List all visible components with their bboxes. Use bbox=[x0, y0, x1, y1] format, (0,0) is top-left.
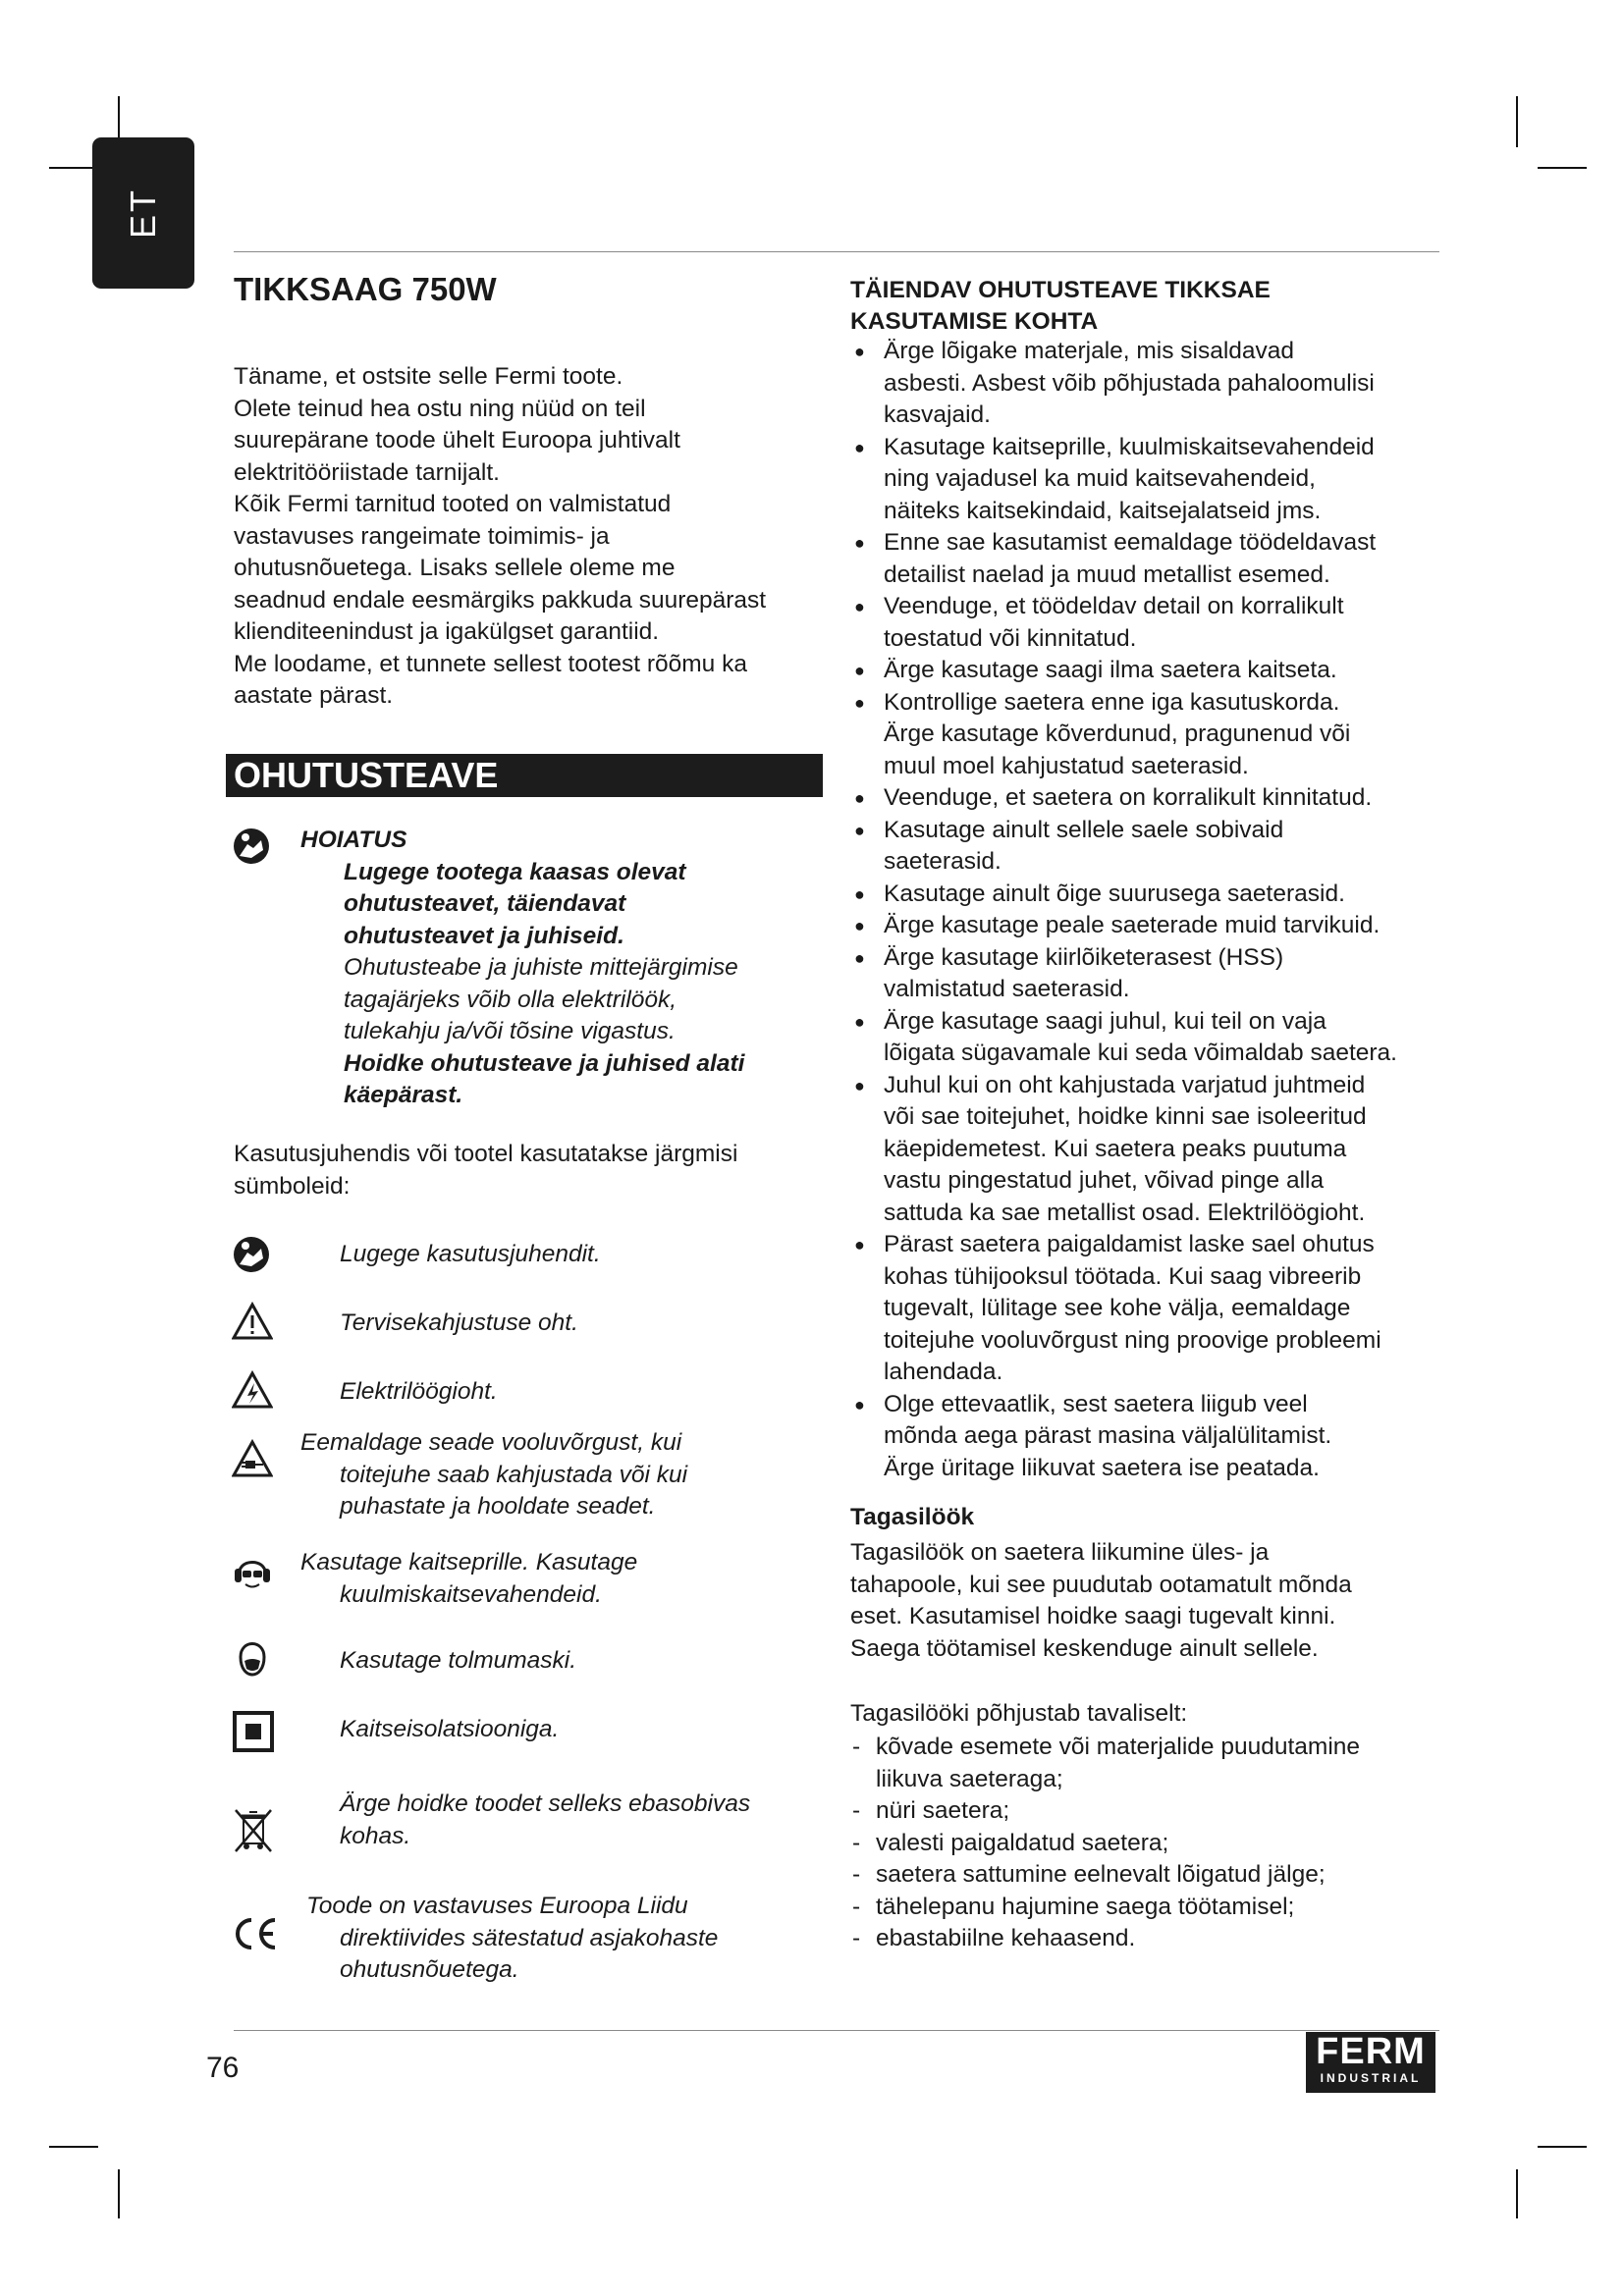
bullet-line: kasvajaid. bbox=[884, 401, 991, 428]
safety-bullet-list bbox=[850, 336, 1449, 1484]
bullet-line: ● Ärge kasutage kiirlõiketerasest (HSS) bbox=[884, 943, 1284, 971]
symbol-text bbox=[340, 1376, 498, 1409]
manual-icon bbox=[232, 827, 271, 866]
bullet-line: ● Veenduge, et töödeldav detail on korralikult bbox=[884, 593, 1344, 619]
symbol-line: kohas. bbox=[340, 1822, 411, 1849]
bullet-line: ● Olge ettevaatlik, sest saetera liigub veel bbox=[884, 1390, 1308, 1417]
bullet-line: ● Ärge kasutage saagi ilma saetera kaitseta. bbox=[884, 657, 1337, 683]
intro-line: Olete teinud hea ostu ning nüüd on teil bbox=[234, 395, 646, 422]
symbol-line: direktiivides sätestatud asjakohaste bbox=[340, 1924, 719, 1951]
cause-line: - tähelepanu hajumine saega töötamisel; bbox=[876, 1893, 1295, 1920]
page-title: TIKKSAAG 750W bbox=[234, 271, 497, 307]
list-item bbox=[850, 782, 1449, 815]
intro-line: Täname, et ostsite selle Fermi toote. bbox=[234, 363, 623, 390]
danger-icon bbox=[232, 1302, 273, 1341]
list-item bbox=[850, 1070, 1449, 1230]
bullet-line: näiteks kaitsekindaid, kaitsejalatseid jms. bbox=[884, 497, 1322, 524]
bullet-line: toitejuhe vooluvõrgust ning proovige probleemi bbox=[884, 1326, 1381, 1354]
causes-intro: Tagasilööki põhjustab tavaliselt: bbox=[850, 1700, 1188, 1727]
bullet-line: mõnda aega pärast masina väljalülitamist. bbox=[884, 1422, 1332, 1449]
kickback-heading: Tagasilöök bbox=[850, 1504, 975, 1530]
safety-heading: OHUTUSTEAVE bbox=[226, 754, 823, 797]
bullet-line: lahendada. bbox=[884, 1359, 1003, 1385]
crop-mark bbox=[1516, 96, 1518, 147]
warning-line: ohutusteavet, täiendavat bbox=[344, 890, 626, 917]
list-item bbox=[850, 591, 1449, 655]
symbol-line: Ärge hoidke toodet selleks ebasobivas bbox=[340, 1790, 751, 1817]
crop-mark bbox=[1538, 2146, 1587, 2148]
bullet-line: ● Pärast saetera paigaldamist laske sael ohutus bbox=[884, 1231, 1375, 1257]
bullet-line: toestatud või kinnitatud. bbox=[884, 624, 1137, 652]
bullet-line: ● Kontrollige saetera enne iga kasutuskorda. bbox=[884, 688, 1340, 716]
warning-line: Lugege tootega kaasas olevat bbox=[344, 858, 686, 885]
page-number: 76 bbox=[206, 2052, 240, 2084]
list-item bbox=[850, 336, 1449, 432]
list-item bbox=[850, 1892, 1439, 1924]
kickback-line: Tagasilöök on saetera liikumine üles- ja bbox=[850, 1539, 1270, 1566]
symbols-intro-line: Kasutusjuhendis või tootel kasutatakse järgmisi bbox=[234, 1141, 738, 1167]
bin-icon bbox=[232, 1806, 275, 1853]
bullet-line: Ärge üritage liikuvat saetera ise peatada. bbox=[884, 1454, 1320, 1481]
double-insulation-icon bbox=[232, 1710, 275, 1753]
list-item bbox=[850, 1732, 1439, 1795]
list-item bbox=[850, 1389, 1449, 1485]
intro-line: seadnud endale eesmärgiks pakkuda suurepärast bbox=[234, 586, 767, 614]
symbol-line: Kaitseisolatsiooniga. bbox=[340, 1716, 560, 1742]
symbol-text bbox=[340, 1645, 576, 1678]
bullet-line: lõigata sügavamale kui seda võimaldab saetera. bbox=[884, 1040, 1397, 1066]
bullet-line: või sae toitejuhet, hoidke kinni sae isoleeritud bbox=[884, 1103, 1367, 1130]
symbol-line: puhastate ja hooldate seadet. bbox=[340, 1493, 656, 1520]
cause-line: - nüri saetera; bbox=[876, 1797, 1010, 1824]
symbols-intro bbox=[234, 1139, 842, 1202]
cause-line: liikuva saeteraga; bbox=[876, 1765, 1063, 1792]
symbol-text bbox=[340, 1789, 750, 1852]
intro-paragraph bbox=[234, 361, 842, 713]
symbol-line: toitejuhe saab kahjustada või kui bbox=[340, 1461, 688, 1488]
symbol-line: Kasutage kaitseprille. Kasutage bbox=[300, 1549, 638, 1575]
list-item bbox=[850, 879, 1449, 911]
kickback-line: tahapoole, kui see puudutab ootamatult mõnda bbox=[850, 1571, 1352, 1598]
language-tab bbox=[92, 137, 194, 289]
list-item bbox=[850, 1006, 1449, 1070]
bullet-line: ● Kasutage ainult õige suurusega saeterasid. bbox=[884, 880, 1345, 907]
logo-wordmark: FERM bbox=[1316, 2031, 1426, 2072]
bullet-line: ● Kasutage kaitseprille, kuulmiskaitsevahendeid bbox=[884, 433, 1375, 460]
bullet-line: kohas tühijooksul töötada. Kui saag vibreerib bbox=[884, 1262, 1362, 1290]
kickback-line: eset. Kasutamisel hoidke saagi tugevalt kinni. bbox=[850, 1603, 1336, 1629]
list-item bbox=[850, 655, 1449, 687]
symbol-line: kuulmiskaitsevahendeid. bbox=[340, 1580, 602, 1608]
crop-mark bbox=[49, 2146, 98, 2148]
bullet-line: muul moel kahjustatud saeterasid. bbox=[884, 752, 1249, 779]
list-item bbox=[850, 1828, 1439, 1860]
warning-line: tulekahju ja/või tõsine vigastus. bbox=[344, 1018, 676, 1044]
bullet-line: vastu pingestatud juhet, võivad pinge alla bbox=[884, 1167, 1325, 1194]
ce-icon bbox=[232, 1914, 279, 1953]
symbol-line: Kasutage tolmumaski. bbox=[340, 1647, 577, 1674]
symbol-text bbox=[340, 1308, 578, 1340]
list-item bbox=[850, 910, 1449, 942]
symbols-intro-line: sümboleid: bbox=[234, 1172, 351, 1200]
symbol-line: Elektrilöögioht. bbox=[340, 1378, 498, 1405]
cause-line: - ebastabiilne kehaasend. bbox=[876, 1925, 1136, 1951]
warning-label: HOIATUS bbox=[300, 827, 407, 853]
heading-line: KASUTAMISE KOHTA bbox=[850, 308, 1099, 335]
cause-line: - saetera sattumine eelnevalt lõigatud jälge; bbox=[876, 1861, 1326, 1888]
language-tab-label: ET bbox=[123, 187, 163, 240]
list-item bbox=[850, 1923, 1439, 1955]
bullet-line: ● Ärge kasutage saagi juhul, kui teil on vaja bbox=[884, 1007, 1326, 1035]
symbol-text bbox=[340, 1714, 559, 1746]
symbol-text bbox=[340, 1239, 601, 1271]
warning-line: ohutusteavet ja juhiseid. bbox=[344, 922, 624, 949]
dust-mask-icon bbox=[232, 1635, 273, 1679]
bullet-line: sattuda ka sae metallist osad. Elektrilöögioht. bbox=[884, 1199, 1366, 1226]
symbol-text bbox=[306, 1891, 718, 1987]
bullet-line: valmistatud saeterasid. bbox=[884, 976, 1130, 1002]
list-item bbox=[850, 815, 1449, 879]
symbol-line: Toode on vastavuses Euroopa Liidu bbox=[306, 1893, 688, 1919]
crop-mark bbox=[118, 2169, 120, 2218]
bullet-line: tugevalt, lülitage see kohe välja, eemaldage bbox=[884, 1295, 1351, 1321]
list-item bbox=[850, 432, 1449, 528]
list-item bbox=[850, 687, 1449, 783]
heading-line: TÄIENDAV OHUTUSTEAVE TIKKSAE bbox=[850, 277, 1271, 303]
ferm-logo bbox=[1306, 2032, 1435, 2093]
cause-line: - valesti paigaldatud saetera; bbox=[876, 1829, 1169, 1856]
kickback-line: Saega töötamisel keskenduge ainult sellele. bbox=[850, 1634, 1319, 1662]
symbol-line: Eemaldage seade vooluvõrgust, kui bbox=[300, 1429, 682, 1456]
symbol-line: Lugege kasutusjuhendit. bbox=[340, 1241, 601, 1267]
bullet-line: Ärge kasutage kõverdunud, pragunenud või bbox=[884, 721, 1351, 747]
bullet-line: ● Enne sae kasutamist eemaldage töödeldavast bbox=[884, 529, 1377, 556]
symbol-text bbox=[300, 1547, 637, 1611]
bullet-line: detailist naelad ja muud metallist esemed. bbox=[884, 561, 1330, 588]
intro-line: elektritööriistade tarnijalt. bbox=[234, 458, 500, 486]
intro-line: vastavuses rangeimate toimimis- ja bbox=[234, 522, 610, 550]
logo-subtitle: INDUSTRIAL bbox=[1320, 2071, 1422, 2085]
bottom-rule bbox=[234, 2030, 1439, 2031]
intro-line: suurepärane toode ühelt Euroopa juhtivalt bbox=[234, 427, 680, 454]
warning-line: tagajärjeks võib olla elektrilöök, bbox=[344, 986, 677, 1013]
list-item bbox=[850, 527, 1449, 591]
list-item bbox=[850, 942, 1449, 1006]
list-item bbox=[850, 1795, 1439, 1828]
additional-safety-heading bbox=[850, 275, 1439, 338]
kickback-paragraph bbox=[850, 1537, 1439, 1665]
list-item bbox=[850, 1859, 1439, 1892]
ear-eye-protection-icon bbox=[232, 1553, 273, 1592]
unplug-icon bbox=[232, 1439, 273, 1478]
symbol-line: ohutusnõuetega. bbox=[340, 1956, 519, 1983]
cause-line: - kõvade esemete või materjalide puudutamine bbox=[876, 1734, 1361, 1760]
symbol-text bbox=[300, 1427, 687, 1523]
bullet-line: ning vajadusel ka muid kaitsevahendeid, bbox=[884, 465, 1316, 492]
warning-block bbox=[300, 825, 831, 1112]
manual-icon bbox=[232, 1235, 271, 1274]
bullet-line: ● Veenduge, et saetera on korralikult kinnitatud. bbox=[884, 784, 1373, 811]
bullet-line: ● Kasutage ainult sellele saele sobivaid bbox=[884, 816, 1284, 843]
intro-line: ohutusnõuetega. Lisaks sellele oleme me bbox=[234, 555, 676, 581]
crop-mark bbox=[1516, 2169, 1518, 2218]
intro-line: klienditeenindust ja igakülgset garantiid. bbox=[234, 618, 660, 645]
warning-line: käepärast. bbox=[344, 1082, 463, 1108]
list-item bbox=[850, 1229, 1449, 1389]
bullet-line: ● Juhul kui on oht kahjustada varjatud juhtmeid bbox=[884, 1071, 1366, 1098]
intro-line: aastate pärast. bbox=[234, 682, 394, 709]
bullet-line: ● Ärge kasutage peale saeterade muid tarvikuid. bbox=[884, 912, 1380, 938]
bullet-line: asbesti. Asbest võib põhjustada pahaloomulisi bbox=[884, 369, 1375, 397]
top-rule bbox=[234, 251, 1439, 252]
crop-mark bbox=[49, 167, 98, 169]
bullet-line: saeterasid. bbox=[884, 848, 1001, 875]
symbol-line: Tervisekahjustuse oht. bbox=[340, 1309, 578, 1336]
electric-icon bbox=[232, 1370, 273, 1410]
intro-line: Kõik Fermi tarnitud tooted on valmistatud bbox=[234, 491, 672, 517]
warning-line: Ohutusteabe ja juhiste mittejärgimise bbox=[344, 954, 738, 981]
causes-list bbox=[850, 1732, 1439, 1955]
warning-line: Hoidke ohutusteave ja juhised alati bbox=[344, 1049, 745, 1077]
bullet-line: käepidemetest. Kui saetera peaks puutuma bbox=[884, 1135, 1347, 1162]
intro-line: Me loodame, et tunnete sellest tootest rõõmu ka bbox=[234, 650, 747, 677]
bullet-line: ● Ärge lõigake materjale, mis sisaldavad bbox=[884, 338, 1295, 364]
crop-mark bbox=[1538, 167, 1587, 169]
